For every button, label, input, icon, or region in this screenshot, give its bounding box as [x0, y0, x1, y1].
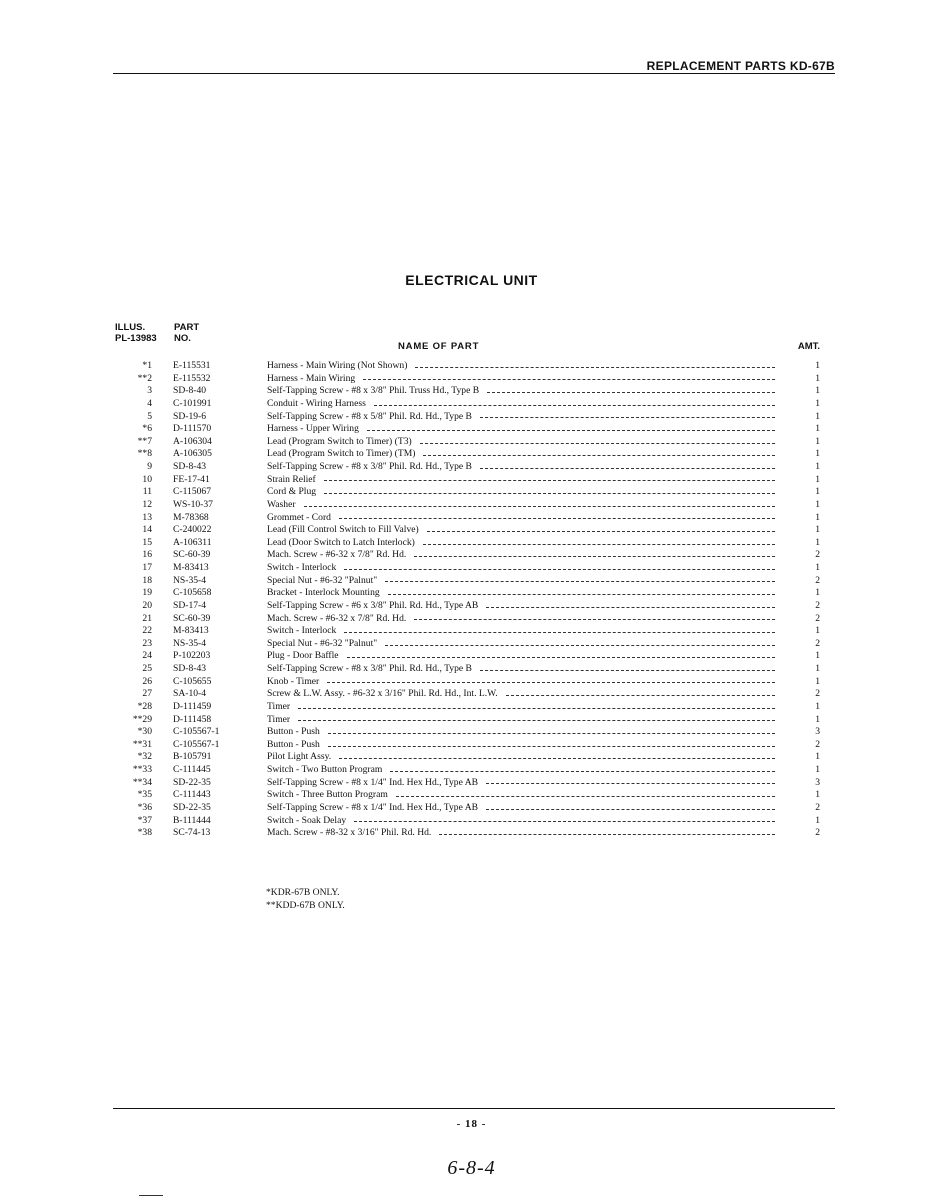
illus-number: **2 — [137, 372, 152, 384]
part-name: Screw & L.W. Assy. - #6-32 x 3/16" Phil. Rd. Hd., Int. L.W. — [267, 688, 498, 700]
illus-number: *32 — [137, 751, 152, 763]
illus-number: *36 — [137, 801, 152, 813]
leader-dashes — [487, 392, 775, 393]
table-row — [0, 625, 943, 638]
part-name: Button - Push — [267, 738, 320, 750]
leader-dashes — [480, 670, 775, 671]
illus-number: 22 — [142, 625, 152, 637]
leader-dashes — [328, 733, 775, 734]
illus-number: 15 — [142, 536, 152, 548]
table-row — [0, 575, 943, 588]
part-name-cell — [267, 739, 775, 752]
part-name: Timer — [267, 700, 291, 712]
illus-number: **29 — [132, 713, 152, 725]
part-name: Self-Tapping Screw - #8 x 3/8" Phil. Rd. Hd., Type B — [267, 663, 472, 674]
part-name: Lead (Program Switch to Timer) (TM) — [267, 448, 416, 460]
amount: 2 — [815, 801, 820, 813]
leader-dashes — [328, 746, 775, 747]
table-row — [0, 524, 943, 537]
leader-dashes — [414, 556, 775, 557]
part-number: SC-74-13 — [173, 827, 211, 839]
part-name: Self-Tapping Screw - #8 x 1/4" Ind. Hex Hd., Type AB — [267, 801, 479, 813]
part-name: Switch - Interlock — [267, 562, 337, 573]
leader-dashes — [339, 758, 775, 759]
amount: 2 — [815, 574, 820, 586]
amount: 2 — [815, 612, 820, 624]
table-row — [0, 512, 943, 525]
part-number: C-115067 — [173, 486, 212, 498]
part-name-cell — [267, 789, 775, 802]
handwritten-note: 6-8-4 — [447, 1157, 496, 1179]
table-row — [0, 751, 943, 764]
column-header-illus — [115, 322, 157, 344]
amount: 1 — [815, 625, 820, 637]
amount: 1 — [815, 789, 820, 801]
illus-number: *37 — [137, 814, 152, 826]
illus-number: 12 — [142, 498, 152, 510]
part-name-cell — [267, 613, 775, 626]
amount: 2 — [815, 688, 820, 700]
leader-dashes — [506, 695, 775, 696]
leader-dashes — [423, 544, 775, 545]
illus-number: 10 — [142, 473, 152, 485]
leader-dashes — [304, 506, 775, 507]
illus-number: 25 — [142, 663, 152, 674]
part-name-cell — [267, 587, 775, 600]
amount: 2 — [815, 549, 820, 561]
part-name: Lead (Fill Control Switch to Fill Valve) — [267, 524, 419, 536]
amount: 1 — [815, 435, 820, 447]
column-header-illus-line1: ILLUS. — [115, 322, 146, 333]
part-name: Self-Tapping Screw - #8 x 1/4" Ind. Hex Hd., Type AB — [267, 776, 479, 788]
part-name: Conduit - Wiring Harness — [267, 397, 366, 409]
column-header-illus-line2: PL-13983 — [115, 333, 157, 344]
illus-number: 16 — [142, 549, 152, 561]
part-name: Mach. Screw - #6-32 x 7/8" Rd. Hd. — [267, 612, 407, 624]
illus-number: **33 — [132, 764, 152, 775]
illus-number: *38 — [137, 827, 152, 839]
illus-number: *35 — [137, 789, 152, 801]
illus-number: 5 — [147, 410, 152, 422]
table-row — [0, 764, 943, 777]
leader-dashes — [367, 430, 775, 431]
part-number: D-111458 — [173, 713, 212, 725]
table-row — [0, 613, 943, 626]
illus-number: *28 — [137, 700, 152, 712]
part-number: SD-17-4 — [173, 599, 207, 611]
part-name: Knob - Timer — [267, 675, 320, 687]
part-name-cell — [267, 650, 775, 663]
table-row — [0, 650, 943, 663]
part-name: Self-Tapping Screw - #6 x 3/8" Phil. Rd. Hd., Type AB — [267, 599, 479, 611]
footer-rule — [113, 1108, 835, 1109]
leader-dashes — [327, 682, 775, 683]
table-row — [0, 701, 943, 714]
illus-number: 17 — [142, 562, 152, 573]
amount: 1 — [815, 751, 820, 763]
part-name-cell — [267, 499, 775, 512]
leader-dashes — [347, 657, 776, 658]
leader-dashes — [486, 607, 775, 608]
table-row — [0, 537, 943, 550]
part-name: Strain Relief — [267, 473, 316, 485]
table-row — [0, 499, 943, 512]
part-name: Self-Tapping Screw - #8 x 3/8" Phil. Truss Hd., Type B — [267, 385, 480, 397]
amount: 3 — [815, 776, 820, 788]
leader-dashes — [344, 569, 775, 570]
leader-dashes — [396, 796, 775, 797]
part-name-cell — [267, 726, 775, 739]
part-name: Switch - Interlock — [267, 625, 337, 637]
table-row — [0, 739, 943, 752]
part-name: Cord & Plug — [267, 486, 317, 498]
amount: 2 — [815, 599, 820, 611]
part-name: Pilot Light Assy. — [267, 751, 332, 763]
amount: 1 — [815, 713, 820, 725]
part-name: Harness - Main Wiring — [267, 372, 356, 384]
corner-mark — [139, 1195, 163, 1196]
table-row — [0, 398, 943, 411]
illus-number: 3 — [147, 385, 152, 397]
amount: 1 — [815, 536, 820, 548]
part-name-cell — [267, 549, 775, 562]
part-name-cell — [267, 373, 775, 386]
part-name-cell — [267, 486, 775, 499]
part-name-cell — [267, 714, 775, 727]
part-number: SD-8-43 — [173, 461, 207, 472]
illus-number: *6 — [142, 423, 152, 435]
part-name-cell — [267, 524, 775, 537]
part-number: SD-8-43 — [173, 663, 207, 674]
leader-dashes — [390, 771, 775, 772]
part-name: Mach. Screw - #8-32 x 3/16" Phil. Rd. Hd. — [267, 827, 432, 839]
part-name-cell — [267, 575, 775, 588]
part-number: C-105567-1 — [173, 726, 220, 738]
page-number: - 18 - — [456, 1118, 487, 1130]
part-number: B-105791 — [173, 751, 212, 763]
part-number: B-111444 — [173, 814, 211, 826]
part-name-cell — [267, 815, 775, 828]
part-name-cell — [267, 423, 775, 436]
illus-number: 21 — [142, 612, 152, 624]
part-number: SD-8-40 — [173, 385, 207, 397]
part-name-cell — [267, 512, 775, 525]
header-title: REPLACEMENT PARTS KD-67B — [646, 59, 835, 73]
part-name-cell — [267, 638, 775, 651]
part-name-cell — [267, 802, 775, 815]
part-number: A-106311 — [173, 536, 212, 548]
part-name-cell — [267, 701, 775, 714]
column-header-name: NAME OF PART — [398, 341, 480, 352]
header-rule — [113, 73, 835, 74]
part-number: M-83413 — [173, 625, 209, 637]
leader-dashes — [486, 783, 775, 784]
table-row — [0, 448, 943, 461]
part-name-cell — [267, 411, 775, 424]
part-name: Self-Tapping Screw - #8 x 5/8" Phil. Rd. Hd., Type B — [267, 410, 472, 422]
illus-number: *30 — [137, 726, 152, 738]
part-name: Special Nut - #6-32 "Palnut" — [267, 637, 378, 649]
part-number: E-115532 — [173, 372, 211, 384]
amount: 1 — [815, 360, 820, 371]
footnote-kdr: *KDR-67B ONLY. — [266, 887, 340, 898]
amount: 1 — [815, 524, 820, 536]
part-number: M-83413 — [173, 562, 209, 573]
part-number: C-111445 — [173, 764, 211, 775]
part-number: C-105658 — [173, 587, 212, 599]
part-name-cell — [267, 600, 775, 613]
table-row — [0, 714, 943, 727]
table-row — [0, 663, 943, 676]
leader-dashes — [420, 443, 775, 444]
amount: 2 — [815, 827, 820, 839]
amount: 1 — [815, 372, 820, 384]
part-name: Lead (Program Switch to Timer) (T3) — [267, 435, 412, 447]
part-number: C-111443 — [173, 789, 211, 801]
part-name-cell — [267, 398, 775, 411]
leader-dashes — [324, 493, 775, 494]
amount: 3 — [815, 726, 820, 738]
leader-dashes — [385, 645, 775, 646]
column-header-part-line2: NO. — [174, 333, 191, 344]
leader-dashes — [486, 809, 775, 810]
amount: 2 — [815, 738, 820, 750]
part-number: SD-22-35 — [173, 776, 211, 788]
amount: 1 — [815, 562, 820, 573]
part-name-cell — [267, 562, 775, 575]
leader-dashes — [388, 594, 775, 595]
leader-dashes — [385, 581, 775, 582]
table-row — [0, 815, 943, 828]
amount: 1 — [815, 814, 820, 826]
leader-dashes — [324, 480, 775, 481]
amount: 1 — [815, 675, 820, 687]
part-number: FE-17-41 — [173, 473, 210, 485]
part-name-cell — [267, 827, 775, 840]
part-name-cell — [267, 663, 775, 676]
part-number: D-111459 — [173, 700, 212, 712]
part-number: A-106304 — [173, 435, 212, 447]
leader-dashes — [344, 632, 775, 633]
part-number: SD-19-6 — [173, 410, 207, 422]
amount: 1 — [815, 511, 820, 523]
table-row — [0, 423, 943, 436]
footnotes — [266, 887, 345, 912]
leader-dashes — [414, 619, 775, 620]
leader-dashes — [339, 518, 775, 519]
part-name-cell — [267, 474, 775, 487]
part-name-cell — [267, 625, 775, 638]
illus-number: **31 — [132, 738, 152, 750]
part-name-cell — [267, 688, 775, 701]
part-name: Lead (Door Switch to Latch Interlock) — [267, 536, 415, 548]
part-name-cell — [267, 436, 775, 449]
table-row — [0, 549, 943, 562]
amount: 1 — [815, 461, 820, 472]
amount: 1 — [815, 473, 820, 485]
leader-dashes — [298, 708, 775, 709]
part-number: SA-10-4 — [173, 688, 207, 700]
table-row — [0, 474, 943, 487]
table-row — [0, 676, 943, 689]
illus-number: *1 — [142, 360, 152, 371]
part-number: SC-60-39 — [173, 549, 211, 561]
table-row — [0, 385, 943, 398]
illus-number: 4 — [147, 397, 152, 409]
part-name: Harness - Upper Wiring — [267, 423, 359, 435]
part-name-cell — [267, 537, 775, 550]
part-name: Mach. Screw - #6-32 x 7/8" Rd. Hd. — [267, 549, 407, 561]
table-row — [0, 436, 943, 449]
leader-dashes — [427, 531, 775, 532]
leader-dashes — [480, 417, 775, 418]
amount: 1 — [815, 700, 820, 712]
part-name-cell — [267, 360, 775, 373]
leader-dashes — [439, 834, 775, 835]
illus-number: 11 — [142, 486, 152, 498]
part-number: C-101991 — [173, 397, 212, 409]
part-name-cell — [267, 676, 775, 689]
part-number: A-106305 — [173, 448, 212, 460]
table-row — [0, 461, 943, 474]
part-name: Switch - Soak Delay — [267, 814, 347, 826]
part-name: Button - Push — [267, 726, 320, 738]
table-row — [0, 373, 943, 386]
table-row — [0, 562, 943, 575]
part-number: M-78368 — [173, 511, 209, 523]
table-row — [0, 802, 943, 815]
table-row — [0, 789, 943, 802]
part-number: C-105567-1 — [173, 738, 220, 750]
part-name-cell — [267, 461, 775, 474]
column-header-part — [174, 322, 199, 344]
part-number: C-240022 — [173, 524, 212, 536]
table-row — [0, 726, 943, 739]
illus-number: 14 — [142, 524, 152, 536]
parts-list — [0, 360, 943, 840]
part-name: Special Nut - #6-32 "Palnut" — [267, 574, 378, 586]
amount: 1 — [815, 448, 820, 460]
leader-dashes — [298, 720, 775, 721]
illus-number: **34 — [132, 776, 152, 788]
part-name: Plug - Door Baffle — [267, 650, 339, 662]
footnote-kdd: **KDD-67B ONLY. — [266, 899, 345, 911]
table-row — [0, 587, 943, 600]
part-number: SD-22-35 — [173, 801, 211, 813]
part-number: SC-60-39 — [173, 612, 211, 624]
part-number: NS-35-4 — [173, 574, 207, 586]
illus-number: 23 — [142, 637, 152, 649]
leader-dashes — [363, 379, 775, 380]
part-name-cell — [267, 777, 775, 790]
amount: 1 — [815, 410, 820, 422]
amount: 1 — [815, 663, 820, 674]
table-row — [0, 688, 943, 701]
table-row — [0, 486, 943, 499]
leader-dashes — [415, 367, 775, 368]
leader-dashes — [354, 821, 775, 822]
part-name: Switch - Two Button Program — [267, 764, 383, 775]
section-title: ELECTRICAL UNIT — [405, 272, 538, 288]
part-number: D-111570 — [173, 423, 212, 435]
part-name-cell — [267, 448, 775, 461]
amount: 1 — [815, 397, 820, 409]
table-row — [0, 777, 943, 790]
part-name: Washer — [267, 498, 296, 510]
table-row — [0, 827, 943, 840]
part-name-cell — [267, 764, 775, 777]
part-number: NS-35-4 — [173, 637, 207, 649]
column-header-amt: AMT. — [797, 341, 820, 352]
illus-number: 13 — [142, 511, 152, 523]
part-number: E-115531 — [173, 360, 211, 371]
amount: 1 — [815, 498, 820, 510]
part-number: P-102203 — [173, 650, 211, 662]
illus-number: 27 — [142, 688, 152, 700]
table-row — [0, 638, 943, 651]
table-row — [0, 360, 943, 373]
amount: 2 — [815, 637, 820, 649]
amount: 1 — [815, 650, 820, 662]
table-row — [0, 411, 943, 424]
illus-number: 24 — [142, 650, 152, 662]
illus-number: **7 — [137, 435, 152, 447]
illus-number: 18 — [142, 574, 152, 586]
leader-dashes — [423, 455, 775, 456]
part-number: C-105655 — [173, 675, 212, 687]
part-name: Grommet - Cord — [267, 511, 331, 523]
amount: 1 — [815, 486, 820, 498]
part-name-cell — [267, 385, 775, 398]
illus-number: 20 — [142, 599, 152, 611]
amount: 1 — [815, 764, 820, 775]
table-row — [0, 600, 943, 613]
amount: 1 — [815, 587, 820, 599]
column-header-part-line1: PART — [174, 322, 200, 333]
part-name-cell — [267, 751, 775, 764]
leader-dashes — [374, 405, 775, 406]
part-name: Harness - Main Wiring (Not Shown) — [267, 360, 408, 371]
part-name: Self-Tapping Screw - #8 x 3/8" Phil. Rd. Hd., Type B — [267, 461, 472, 472]
amount: 1 — [815, 385, 820, 397]
illus-number: 26 — [142, 675, 152, 687]
part-number: WS-10-37 — [173, 498, 213, 510]
illus-number: 19 — [142, 587, 152, 599]
part-name: Switch - Three Button Program — [267, 789, 388, 801]
illus-number: **8 — [137, 448, 152, 460]
amount: 1 — [815, 423, 820, 435]
part-name: Timer — [267, 713, 291, 725]
part-name: Bracket - Interlock Mounting — [267, 587, 380, 599]
leader-dashes — [480, 468, 775, 469]
illus-number: 9 — [147, 461, 152, 472]
